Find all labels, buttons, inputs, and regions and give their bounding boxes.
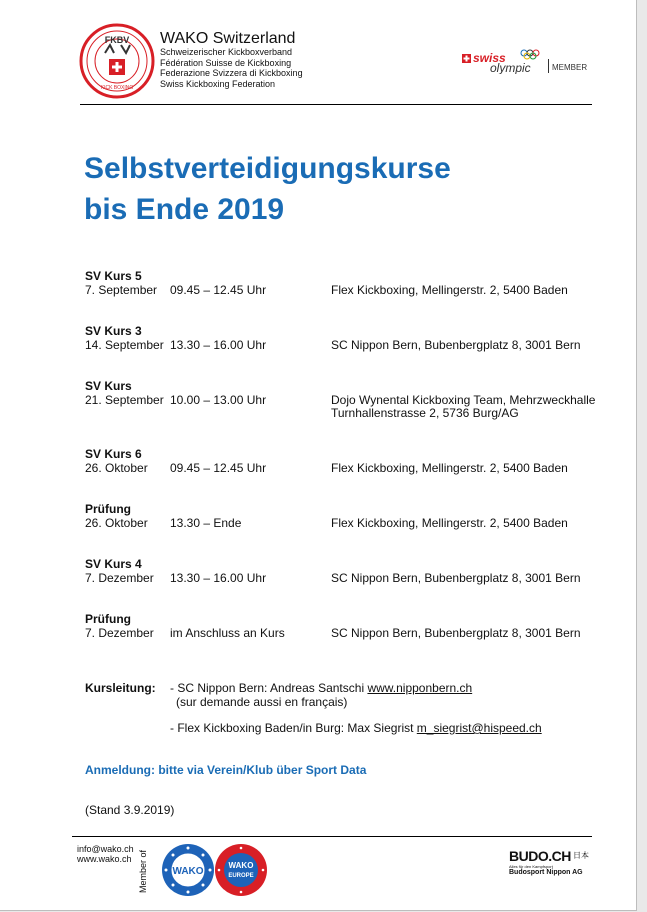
stand-date: (Stand 3.9.2019) [85, 803, 175, 817]
course-item [85, 269, 568, 297]
kursleitung-line1b: (sur demande aussi en français) [176, 695, 348, 709]
course-date: 7. Dezember [85, 571, 154, 585]
org-line-fr: Fédération Suisse de Kickboxing [160, 57, 292, 68]
org-line-en: Swiss Kickboxing Federation [160, 78, 276, 89]
org-line-de: Schweizerischer Kickboxverband [160, 47, 293, 57]
course-time: 10.00 – 13.00 Uhr [170, 393, 267, 407]
course-name: SV Kurs 4 [85, 557, 142, 571]
course-place: Flex Kickboxing, Mellingerstr. 2, 5400 Baden [331, 516, 568, 530]
org-line-it: Federazione Svizzera di Kickboxing [160, 68, 303, 78]
course-item [85, 447, 568, 475]
course-time: 13.30 – 16.00 Uhr [170, 571, 267, 585]
member-of-label: Member of [138, 849, 148, 893]
header-divider [80, 104, 592, 105]
course-item [85, 324, 581, 352]
course-name: SV Kurs 5 [85, 269, 142, 283]
course-place: SC Nippon Bern, Bubenbergplatz 8, 3001 Bern [331, 338, 581, 352]
course-date: 7. Dezember [85, 626, 154, 640]
kursleitung-line1-text: - SC Nippon Bern: Andreas Santschi [170, 681, 368, 695]
course-time: im Anschluss an Kurs [170, 626, 285, 640]
course-time: 13.30 – Ende [170, 516, 242, 530]
course-item [85, 557, 581, 585]
course-date: 26. Oktober [85, 516, 148, 530]
course-name: Prüfung [85, 612, 131, 626]
fkbv-logo [79, 23, 155, 99]
footer-email[interactable]: info@wako.ch [77, 844, 134, 854]
wako-europe-badge [214, 843, 268, 897]
org-name: WAKO Switzerland [160, 30, 296, 47]
course-place: Dojo Wynental Kickboxing Team, Mehrzweckhalle [331, 393, 596, 407]
page-title-line2: bis Ende 2019 [84, 193, 285, 226]
budo-tagline: Alles für den Kampfsport [509, 864, 553, 869]
course-place: Flex Kickboxing, Mellingerstr. 2, 5400 Baden [331, 283, 568, 297]
course-date: 14. September [85, 338, 164, 352]
kursleitung-label: Kursleitung: [85, 681, 156, 695]
svg-text:swiss: swiss [473, 51, 506, 65]
footer-website[interactable]: www.wako.ch [77, 854, 132, 864]
course-place: SC Nippon Bern, Bubenbergplatz 8, 3001 Bern [331, 626, 581, 640]
nipponbern-link[interactable]: www.nipponbern.ch [367, 681, 473, 695]
course-time: 09.45 – 12.45 Uhr [170, 283, 267, 297]
org-subtitle-lines [160, 47, 303, 89]
course-time: 13.30 – 16.00 Uhr [170, 338, 267, 352]
course-name: SV Kurs 6 [85, 447, 142, 461]
svg-text:WAKO: WAKO [228, 861, 254, 870]
svg-text:MEMBER: MEMBER [552, 63, 588, 72]
course-place: SC Nippon Bern, Bubenbergplatz 8, 3001 Bern [331, 571, 581, 585]
wako-badge [161, 843, 215, 897]
svg-text:FKBV: FKBV [104, 35, 130, 45]
course-item [85, 612, 581, 640]
svg-text:olympic: olympic [490, 61, 531, 74]
course-item [85, 379, 596, 420]
siegrist-email-link[interactable]: m_siegrist@hispeed.ch [416, 721, 542, 735]
kursleitung-line2-text: - Flex Kickboxing Baden/in Burg: Max Siegrist [170, 721, 417, 735]
swiss-olympic-member-logo [462, 48, 592, 74]
course-date: 21. September [85, 393, 164, 407]
svg-text:KICK BOXING: KICK BOXING [100, 85, 134, 91]
course-place: Flex Kickboxing, Mellingerstr. 2, 5400 Baden [331, 461, 568, 475]
course-date: 26. Oktober [85, 461, 148, 475]
budo-kanji: 日本 [573, 851, 589, 860]
course-name: SV Kurs [85, 379, 132, 393]
budo-company: Budosport Nippon AG [509, 869, 583, 876]
course-time: 09.45 – 12.45 Uhr [170, 461, 267, 475]
svg-text:WAKO: WAKO [172, 866, 204, 877]
course-date: 7. September [85, 283, 158, 297]
page-title-line1: Selbstverteidigungskurse [84, 152, 451, 185]
kursleitung-line2 [170, 721, 542, 735]
svg-text:EUROPE: EUROPE [228, 873, 254, 879]
budo-logo-text: BUDO.CH [509, 848, 571, 864]
footer-divider [72, 836, 592, 837]
course-name: Prüfung [85, 502, 131, 516]
anmeldung-text: Anmeldung: bitte via Verein/Klub über Sport Data [85, 763, 367, 777]
kursleitung-line1 [170, 681, 472, 695]
course-item [85, 502, 568, 530]
course-place-line2: Turnhallenstrasse 2, 5736 Burg/AG [331, 406, 519, 420]
course-name: SV Kurs 3 [85, 324, 142, 338]
footer-contact [77, 844, 134, 864]
